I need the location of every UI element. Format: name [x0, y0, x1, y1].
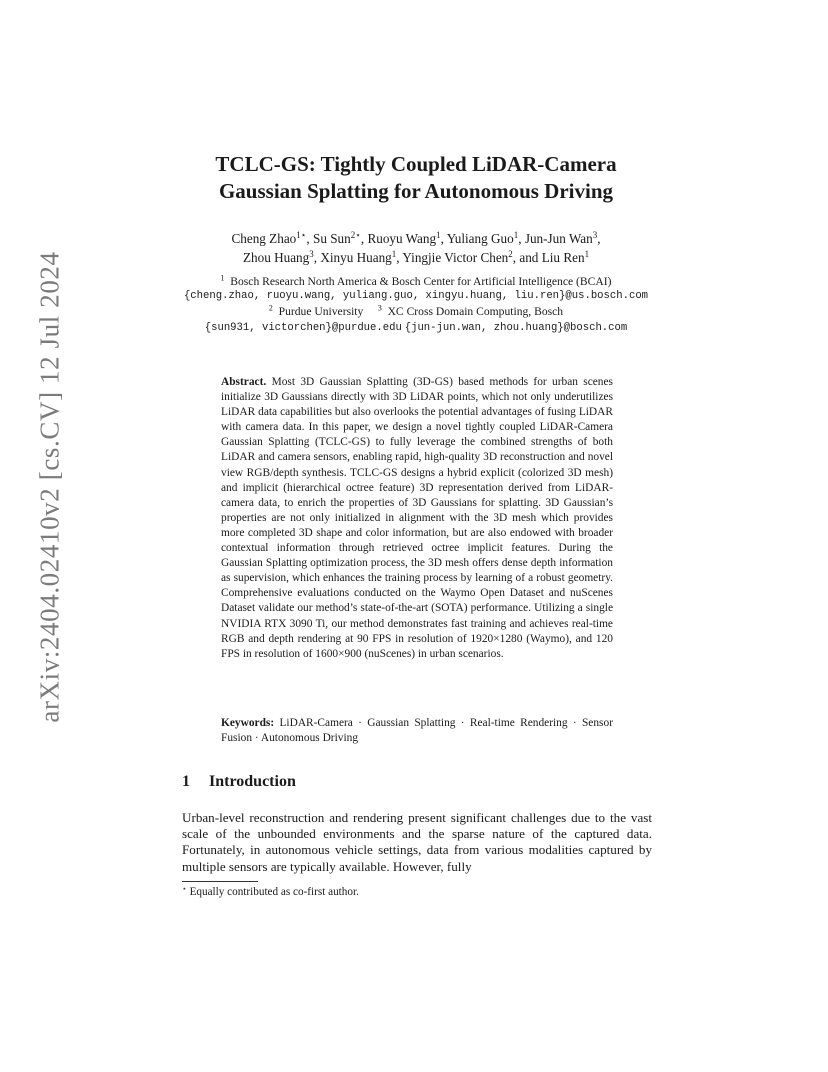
- author: Jun-Jun Wan$^3$,: [524, 230, 601, 246]
- section-heading: [182, 773, 296, 791]
- author: Yuliang Guo$^1$,: [446, 230, 525, 246]
- affiliation-1: $^1$ Bosch Research North America & Bosch Center for Artificial Intelligence (BCAI): [220, 273, 612, 288]
- footnote: [182, 883, 359, 898]
- keywords-text: LiDAR-Camera · Gaussian Splatting · Real-time Rendering · Sensor Fusion · Autonomous Driving: [221, 717, 613, 745]
- author: Yingjie Victor Chen$^2$, and: [402, 248, 542, 265]
- arxiv-id-text: arXiv:2404.02410v2 [cs.CV] 12 Jul 2024: [34, 251, 65, 723]
- title-line-2: Gaussian Splatting for Autonomous Driving: [218, 179, 614, 203]
- section-number: 1: [182, 773, 190, 790]
- author: Zhou Huang$^3$,: [242, 248, 321, 265]
- author: Su Sun$^{2⋆}$,: [312, 230, 368, 246]
- email-purdue: {sun931, victorchen}@purdue.edu: [204, 322, 402, 334]
- intro-paragraph: Urban-level reconstruction and rendering present significant challenges due to the vast scale of the unbounded environments and the sparse nature of the captured data. Fortunately, in autonomous vehicle settings, data from various modalities captured by multiple sensors are typically available. However, fully: [182, 810, 652, 874]
- author: Ruoyu Wang$^1$,: [367, 230, 447, 246]
- email-bosch: {jun-jun.wan, zhou.huang}@bosch.com: [404, 322, 628, 334]
- author: Liu Ren$^1$: [541, 248, 590, 265]
- affiliations: [130, 274, 702, 336]
- keywords-label: Keywords:: [221, 717, 275, 729]
- keywords: [221, 716, 613, 746]
- title-line-1: TCLC-GS: Tightly Coupled LiDAR-Camera: [215, 152, 617, 176]
- footnote-rule: [182, 881, 258, 882]
- abstract-label: Abstract.: [221, 376, 267, 388]
- author: Cheng Zhao$^{1⋆}$,: [231, 230, 313, 246]
- paper-title: [130, 151, 702, 205]
- section-title: Introduction: [209, 773, 296, 790]
- author: Xinyu Huang$^1$,: [320, 248, 403, 265]
- author-list: [150, 230, 682, 267]
- email-line: [130, 319, 702, 336]
- abstract: [221, 375, 613, 662]
- email-bosch-us: {cheng.zhao, ruoyu.wang, yuliang.guo, xingyu.huang, liu.ren}@us.bosch.com: [183, 290, 649, 302]
- footnote-text: Equally contributed as co-first author.: [189, 886, 359, 898]
- footnote-mark: ⋆: [182, 883, 187, 893]
- abstract-text: Most 3D Gaussian Splatting (3D-GS) based methods for urban scenes initialize 3D Gaussians directly with 3D LiDAR points, which not only underutilizes LiDAR data capabilities but also overlooks the potential advantages of fusing LiDAR with camera data. In this paper, we design a novel tightly coupled LiDAR-Camera Gaussian Splatting (TCLC-GS) to fully leverage the combined strengths of both LiDAR and camera sensors, enabling rapid, high-quality 3D reconstruction and novel view RGB/depth synthesis. TCLC-GS designs a hybrid explicit (colorized 3D mesh) and implicit (hierarchical octree feature) 3D representation derived from LiDAR-camera data, to enrich the properties of 3D Gaussians for splatting. 3D Gaussian’s properties are not only initialized in alignment with the 3D mesh which provides more completed 3D shape and color information, but are also endowed with broader contextual information through retrieved octree implicit features. During the Gaussian Splatting optimization process, the 3D mesh offers dense depth information as supervision, which enhances the training process by learning of a robust geometry. Comprehensive evaluations conducted on the Waymo Open Dataset and nuScenes Dataset validate our method’s state-of-the-art (SOTA) performance. Utilizing a single NVIDIA RTX 3090 Ti, our method demonstrates fast training and achieves real-time RGB and depth rendering at 90 FPS in resolution of 1920×1280 (Waymo), and 120 FPS in resolution of 1600×900 (nuScenes) in urban scenarios.: [221, 376, 613, 660]
- affiliation-2-3: $^2$ Purdue University $^3$ XC Cross Domain Computing, Bosch: [268, 303, 564, 318]
